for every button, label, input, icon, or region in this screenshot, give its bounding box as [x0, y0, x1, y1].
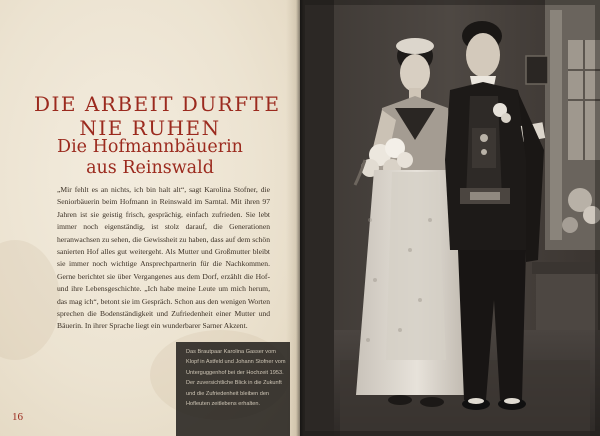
- article-title-line-1: DIE ARBEIT DURFTE: [34, 92, 281, 116]
- wedding-photo: [300, 0, 600, 436]
- article-title-line-2: NIE RUHEN: [79, 116, 221, 140]
- right-page: [300, 0, 600, 436]
- article-subtitle-line-2: aus Reinswald: [86, 158, 214, 178]
- article-subtitle-line-1: Die Hofmannbäuerin: [57, 137, 243, 157]
- page-number: 16: [12, 411, 23, 423]
- wedding-photo-illustration: [300, 0, 600, 436]
- paper-stain: [0, 240, 60, 360]
- book-gutter: [296, 0, 304, 436]
- article-body: „Mir fehlt es an nichts, ich bin halt alt“, sagt Karolina Stofner, die Seniorbäuerin beim Hofmann in Reinswald im Sarntal. Mit ihren 97 Jahren ist sie geistig frisch, gesprächig, einfach zufrieden. Sie lebt immer noch eigenständig, ist stolz darauf, die Generationen heranwachsen zu sehen, die Gewissheit zu haben, dass auf dem schön sanierten Hof alles gut weitergeht. Als Mutter und Großmutter bleibt sie immer noch wichtige Ansprechpartnerin für die Nachkommen. Gerne berichtet sie über Vergangenes aus dem Dorf, erzählt die Hof- und ihre Lebensgeschichte. „Ich habe meine Leute um mich herum, das mag ich“, betont sie im Gespräch. Schon aus den wenigen Worten sprechen die Bodenständigkeit und Zufriedenheit einer Mutter und Bäuerin. In ihrer Sprache liegt ein wunderbarer Sarner Akzent.: [57, 185, 270, 331]
- photo-caption: Das Brautpaar Karolina Gasser vom Klopf in Astfeld und Johann Stofner vom Unterguggenhof bei der Hochzeit 1953. Der zuversichtliche Blick in die Zukunft und die Zufriedenheit bleiben den Hofleuten zeitlebens erhalten.: [186, 349, 286, 408]
